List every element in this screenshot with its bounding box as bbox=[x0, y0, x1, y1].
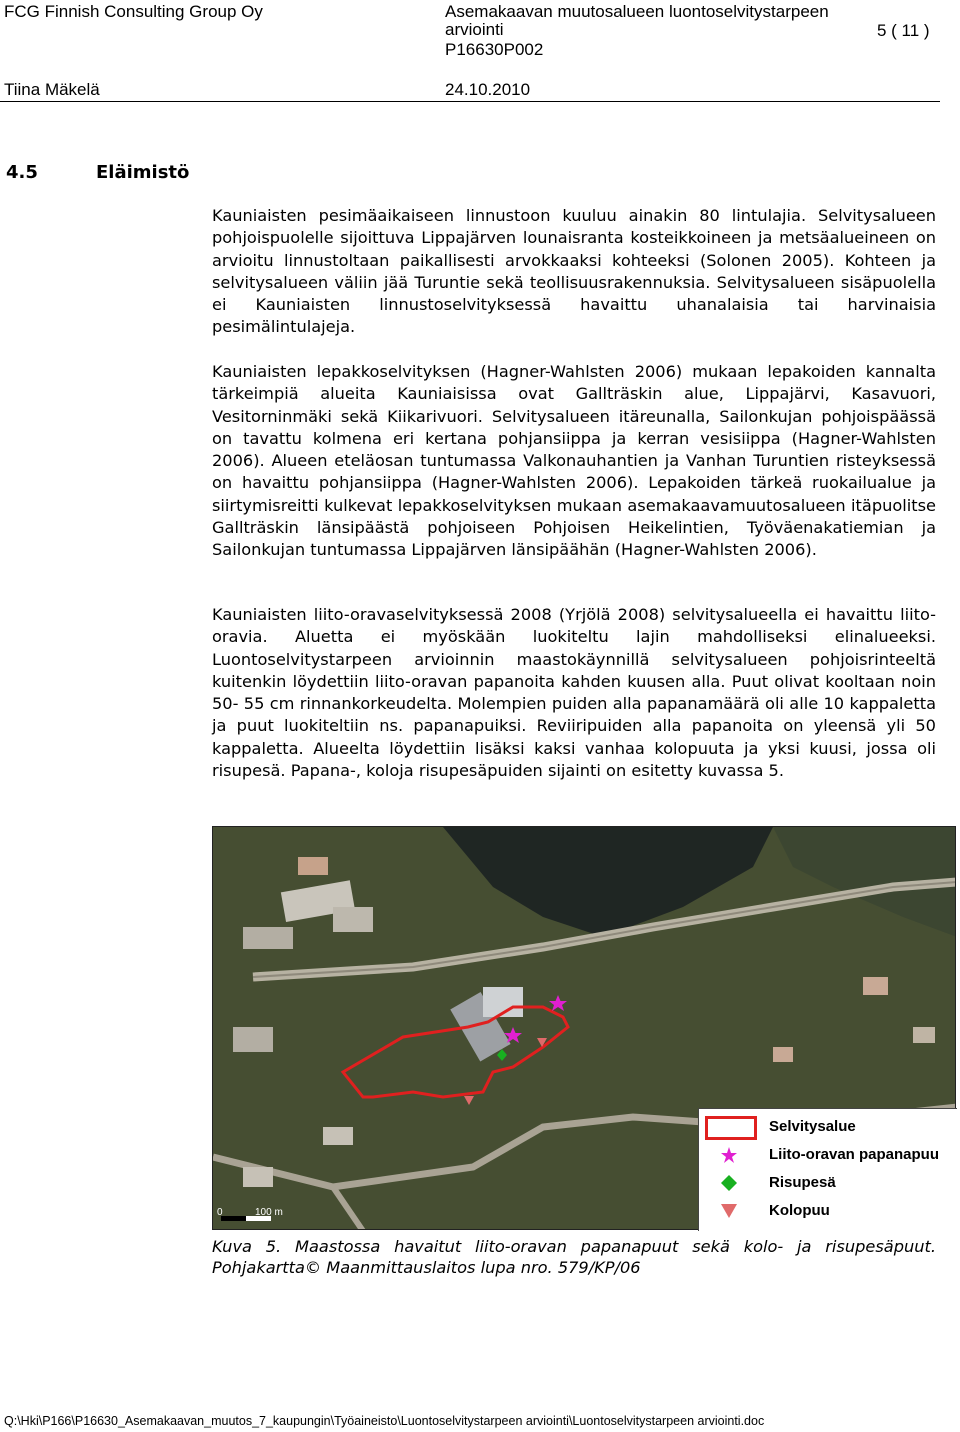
legend-label: Selvitysalue bbox=[769, 1118, 856, 1135]
section-title: Eläimistö bbox=[96, 162, 190, 183]
map-legend bbox=[698, 1108, 957, 1231]
section-number: 4.5 bbox=[6, 162, 38, 183]
document-code: P16630P002 bbox=[445, 40, 544, 59]
star-icon bbox=[721, 1147, 737, 1163]
figure-caption: Kuva 5. Maastossa havaitut liito-oravan papanapuut sekä kolo- ja risupesäpuut. Pohjakartta© Maanmittauslaitos lupa nro. 579/KP/06 bbox=[212, 1237, 936, 1277]
paragraph-bats: Kauniaisten lepakkoselvityksen (Hagner-Wahlsten 2006) mukaan lepakoiden kannalta tärkeimpiä alueita Kauniaisissa ovat Gallträskin alue, Lippajärvi, Kasavuori, Vesitorninmäki sekä Kiikarivuori. Selvitysalueen itäreunalla, Sailonkujan pohjoispäässä on tavattu kolmena eri kertana pohjansiippa ja kerran vesisiippa (Hagner-Wahlsten 2006). Alueen eteläosan tuntumassa Valkonauhantien ja Vanhan Turuntien risteyksessä on havaittu pohjansiippa (Hagner-Wahlsten 2006). Lepakoiden tärkeä ruokailualue ja siirtymisreitti kulkevat lepakkoselvityksen mukaan asemakaavamuutosalueen itäpuolitse Gallträskin länsipäästä pohjoiseen Pohjoisen Heikelintien, Työväenakatiemian ja Sailonkujan tuntumassa Lippajärven länsipäähän (Hagner-Wahlsten 2006). bbox=[212, 362, 936, 560]
triangle-down-icon bbox=[721, 1204, 737, 1218]
legend-label: Risupesä bbox=[769, 1174, 836, 1191]
document-date: 24.10.2010 bbox=[445, 80, 531, 99]
legend-item-selvitysalue bbox=[699, 1113, 957, 1141]
scale-zero: 0 bbox=[217, 1207, 223, 1218]
document-title-cont: arviointi bbox=[445, 20, 504, 39]
diamond-icon bbox=[721, 1175, 737, 1191]
header-rule bbox=[0, 101, 940, 102]
legend-item-kolopuu bbox=[699, 1197, 957, 1225]
scale-label: 100 m bbox=[255, 1207, 283, 1218]
legend-item-risupesa bbox=[699, 1169, 957, 1197]
footer-file-path: Q:\Hki\P166\P16630_Asemakaavan_muutos_7_kaupungin\Työaineisto\Luontoselvitystarpeen arviointi\Luontoselvitystarpeen arviointi.doc bbox=[4, 1414, 765, 1428]
legend-item-papanapuu bbox=[699, 1141, 957, 1169]
document-title: Asemakaavan muutosalueen luontoselvitystarpeen bbox=[445, 2, 829, 21]
company-name: FCG Finnish Consulting Group Oy bbox=[4, 2, 263, 21]
boundary-box-icon bbox=[705, 1116, 757, 1140]
paragraph-flying-squirrel: Kauniaisten liito-oravaselvityksessä 2008 (Yrjölä 2008) selvitysalueella ei havaittu liito-oravia. Aluetta ei myöskään luokiteltu lajin mahdolliseksi elinalueeksi. Luontoselvitystarpeen arvioinnin maastokäynnillä selvitysalueen pohjoisrinteeltä kuitenkin löydettiin liito-oravan papanoita kahden kuusen alla. Puut olivat kooltaan noin 50- 55 cm rinnankorkeudelta. Molempien puiden alla papanamäärä oli alle 10 kappaletta ja puut luokiteltiin ns. papanapuiksi. Reviiripuiden alla papanoita on yleensä yli 50 kappaletta. Alueelta löydettiin lisäksi kaksi vanhaa kolopuuta ja yksi kuusi, jossa oli risupesä. Papana-, koloja risupesäpuiden sijainti on esitetty kuvassa 5. bbox=[212, 605, 936, 781]
legend-label: Liito-oravan papanapuu bbox=[769, 1146, 940, 1163]
page-number: 5 ( 11 ) bbox=[877, 21, 930, 40]
author: Tiina Mäkelä bbox=[4, 80, 100, 99]
paragraph-birds: Kauniaisten pesimäaikaiseen linnustoon kuuluu ainakin 80 lintulajia. Selvitysalueen pohjoispuolelle sijoittuva Lippajärven lounaisranta kosteikkoineen ja metsäalueineen on arvioitu linnustoltaan paikallisesti arvokkaaksi kohteeksi (Solonen 2005). Kohteen ja selvitysalueen väliin jää Turuntie sekä teollisuusrakennuksia. Selvitysalueen sisäpuolella ei Kauniaisten linnustoselvityksessä havaittu uhanalaisia tai harvinaisia pesimälintulajeja. bbox=[212, 206, 936, 337]
legend-label: Kolopuu bbox=[769, 1202, 830, 1219]
